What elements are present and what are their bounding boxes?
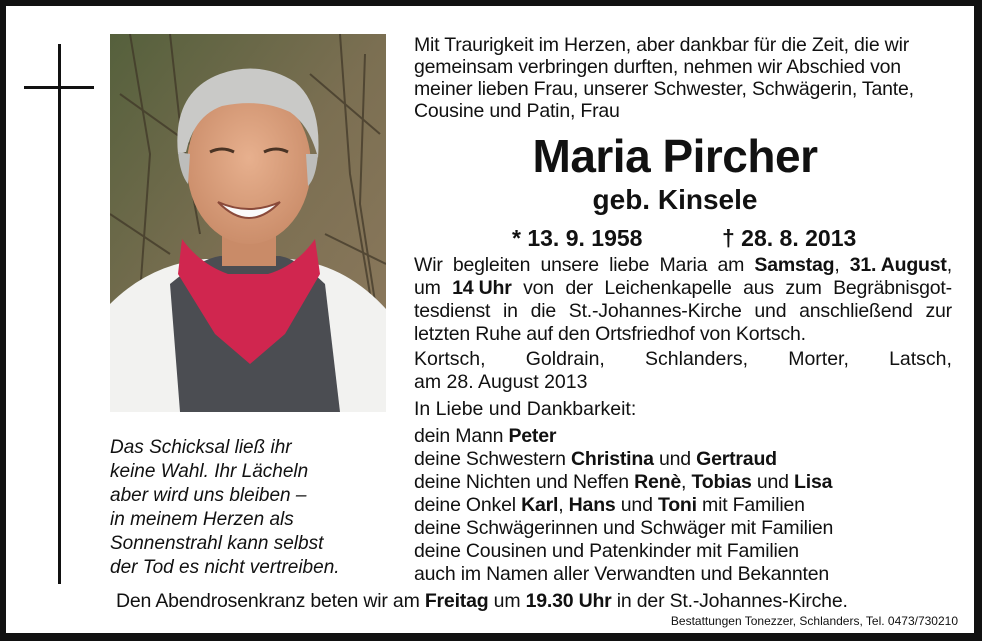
text: der [565, 277, 593, 299]
funeral-date: 31. August [849, 254, 947, 276]
place-word: Kortsch, [414, 348, 486, 370]
mourner-line: deine Cousinen und Patenkinder mit Familien [414, 540, 799, 562]
text: und [754, 300, 787, 322]
place-date [414, 348, 952, 394]
cross-vertical-bar [58, 44, 61, 584]
text: von [523, 277, 554, 299]
funeral-line-3 [414, 300, 952, 323]
text: und [751, 471, 795, 493]
mourner-line [414, 425, 954, 448]
portrait-photo [110, 34, 386, 412]
place-word: Goldrain, [525, 348, 605, 370]
birth-date: * 13. 9. 1958 [512, 225, 643, 251]
text: um [414, 277, 441, 299]
text: anschließend [799, 300, 913, 322]
place-date-line: am 28. August 2013 [414, 371, 588, 393]
place-line [414, 348, 952, 371]
cross-horizontal-bar [24, 86, 94, 89]
text: St.-Johannes-Kirche [568, 300, 742, 322]
poem [110, 436, 390, 580]
deceased-name: Maria Pircher [532, 130, 818, 182]
mourner-name: Christina [571, 448, 654, 470]
mourner-name: Peter [508, 425, 557, 447]
mourner-line: deine Schwägerinnen und Schwäger mit Familien [414, 517, 834, 539]
intro-line: Mit Traurigkeit im Herzen, aber dankbar für die Zeit, die wir [414, 34, 909, 56]
poem-line: Sonnenstrahl kann selbst [110, 533, 324, 554]
mourner-name: Hans [568, 494, 616, 516]
mourner-name: Karl [521, 494, 559, 516]
place-word: Latsch, [889, 348, 952, 370]
mourner-name: Lisa [794, 471, 833, 493]
intro-line: meiner lieben Frau, unserer Schwester, Schwägerin, Tante, [414, 78, 914, 100]
obituary-card [6, 6, 974, 633]
mourner-line: auch im Namen aller Verwandten und Bekannten [414, 563, 830, 585]
mourner-line [414, 494, 954, 517]
mourner-name: Toni [657, 494, 697, 516]
text: in der St.-Johannes-Kirche. [611, 590, 848, 612]
rosary-notice [116, 589, 848, 613]
intro-line: gemeinsam verbringen durften, nehmen wir Abschied von [414, 56, 901, 78]
place-word: Morter, [788, 348, 849, 370]
text: liebe [609, 254, 650, 276]
poem-line: Das Schicksal ließ ihr [110, 437, 292, 458]
gratitude-line: In Liebe und Dankbarkeit: [414, 398, 637, 420]
intro-line: Cousine und Patin, Frau [414, 100, 620, 122]
text: zum [785, 277, 822, 299]
funeral-home-credit: Bestattungen Tonezzer, Schlanders, Tel. 0473/730210 [670, 614, 958, 628]
text: in [503, 300, 518, 322]
mourner-name: Gertraud [696, 448, 777, 470]
text: und [653, 448, 697, 470]
text: deine Onkel [414, 494, 522, 516]
mourner-line [414, 448, 954, 471]
text: begleiten [452, 254, 531, 276]
text: deine Schwestern [414, 448, 572, 470]
place-word: Schlanders, [645, 348, 749, 370]
text: , [558, 494, 569, 516]
death-date: † 28. 8. 2013 [722, 225, 857, 251]
text: und [615, 494, 658, 516]
text: tesdienst [414, 300, 491, 322]
text: Leichenkapelle [604, 277, 732, 299]
funeral-line-1 [414, 254, 952, 277]
text: die [530, 300, 556, 322]
text: zur [925, 300, 952, 322]
funeral-text [414, 254, 952, 346]
poem-line: der Tod es nicht vertreiben. [110, 557, 340, 578]
text: Den Abendrosenkranz beten wir am [116, 590, 425, 612]
text: deine Nichten und Neffen [414, 471, 635, 493]
text [850, 254, 952, 277]
text: um [488, 590, 526, 612]
funeral-time: 14 Uhr [452, 277, 512, 299]
text: Maria [659, 254, 708, 276]
text: , [946, 254, 952, 276]
text: , [834, 254, 840, 276]
text: , [681, 471, 692, 493]
poem-line: aber wird uns bleiben – [110, 485, 307, 506]
mourner-name: Tobias [691, 471, 752, 493]
mourners-list [414, 425, 954, 586]
intro-text [414, 34, 954, 122]
text: unsere [540, 254, 599, 276]
text: Begräbnisgot- [833, 277, 952, 299]
text: aus [743, 277, 774, 299]
text: am [717, 254, 745, 276]
rosary-day: Freitag [424, 590, 489, 612]
mourner-line [414, 471, 954, 494]
maiden-name: geb. Kinsele [592, 184, 758, 215]
rosary-time: 19.30 Uhr [525, 590, 612, 612]
text [754, 254, 839, 277]
text: dein Mann [414, 425, 509, 447]
text: Wir [414, 254, 443, 276]
poem-line: keine Wahl. Ihr Lächeln [110, 461, 309, 482]
text: mit Familien [696, 494, 805, 516]
funeral-line-2 [414, 277, 952, 300]
funeral-line-4: letzten Ruhe auf den Ortsfriedhof von Kortsch. [414, 323, 806, 345]
funeral-day: Samstag [754, 254, 835, 276]
poem-line: in meinem Herzen als [110, 509, 294, 530]
mourner-name: Renè [634, 471, 682, 493]
